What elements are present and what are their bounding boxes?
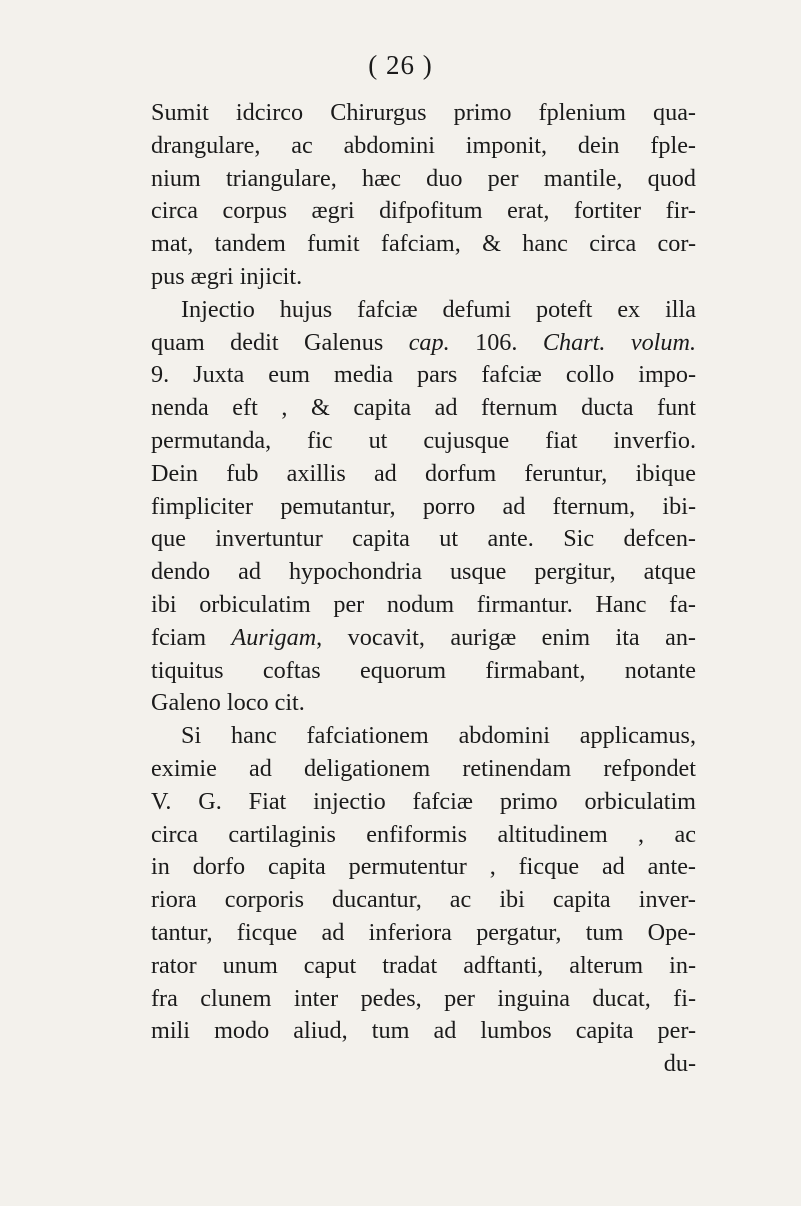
text-line — [151, 655, 696, 688]
text-line — [151, 359, 696, 392]
text-line — [151, 819, 696, 852]
text-run: permutanda, fic ut cujusque fiat inverfio. — [151, 426, 696, 454]
text-run: tantur, ficque ad inferiora pergatur, tum Ope- — [151, 918, 696, 946]
text-run: mili modo aliud, tum ad lumbos capita per- — [151, 1017, 696, 1045]
page-number: ( 26 ) — [368, 50, 433, 80]
text-run: tiquitus coftas equorum firmabant, notante — [151, 656, 696, 684]
text-line — [151, 720, 696, 753]
text-run: in dorfo capita permutentur , ficque ad ante- — [151, 853, 696, 881]
text-run: que invertuntur capita ut ante. Sic defcen- — [151, 525, 696, 553]
text-run: ibi orbiculatim per nodum firmantur. Hanc fa- — [151, 590, 696, 618]
text-run: , vocavit, aurigæ enim ita an- — [316, 623, 696, 651]
text-line — [151, 983, 696, 1016]
italic-run: Aurigam — [231, 623, 317, 651]
text-line — [151, 622, 696, 655]
text-run: Dein fub axillis ad dorfum feruntur, ibique — [151, 459, 696, 487]
italic-run: cap. — [408, 328, 450, 356]
text-run: Si hanc fafciationem abdomini applicamus, — [181, 722, 696, 750]
text-run: Galeno loco cit. — [151, 689, 305, 717]
text-run: 106. — [449, 328, 543, 356]
catchword — [151, 1048, 696, 1081]
text-line — [151, 556, 696, 589]
text-line — [151, 1015, 696, 1048]
text-run: nium triangulare, hæc duo per mantile, quod — [151, 164, 696, 192]
text-line — [151, 195, 696, 228]
text-line — [151, 130, 696, 163]
text-line — [151, 917, 696, 950]
text-run: Injectio hujus fafciæ defumi poteft ex illa — [181, 295, 696, 323]
text-line — [151, 327, 696, 360]
italic-run: Chart. volum. — [542, 328, 696, 356]
text-line — [151, 392, 696, 425]
text-line — [151, 261, 696, 294]
text-run: fciam — [151, 623, 232, 651]
text-run: drangulare, ac abdomini imponit, dein fple- — [151, 131, 696, 159]
body-text — [151, 97, 696, 1081]
text-run: riora corporis ducantur, ac ibi capita inver- — [151, 886, 696, 914]
text-run: 9. Juxta eum media pars fafciæ collo impo- — [151, 361, 696, 389]
text-run: nenda eft , & capita ad fternum ducta funt — [151, 394, 696, 422]
text-run: du- — [663, 1050, 696, 1078]
text-line — [151, 425, 696, 458]
text-run: circa cartilaginis enfiformis altitudinem , ac — [151, 820, 696, 848]
text-line — [151, 884, 696, 917]
text-run: Sumit idcirco Chirurgus primo fplenium qua- — [151, 99, 696, 126]
text-line — [151, 294, 696, 327]
text-line — [151, 851, 696, 884]
text-line — [151, 163, 696, 196]
text-line — [151, 491, 696, 524]
text-line — [151, 589, 696, 622]
text-line — [151, 687, 696, 720]
text-run: fra clunem inter pedes, per inguina ducat, fi- — [151, 984, 696, 1012]
text-run: circa corpus ægri difpofitum erat, fortiter fir- — [151, 197, 696, 225]
text-line — [151, 786, 696, 819]
text-run: rator unum caput tradat adftanti, alterum in- — [151, 951, 696, 979]
text-line — [151, 228, 696, 261]
text-run: eximie ad deligationem retinendam refpondet — [151, 754, 696, 782]
text-run: dendo ad hypochondria usque pergitur, atque — [151, 558, 696, 586]
text-line — [151, 523, 696, 556]
text-run: pus ægri injicit. — [151, 262, 303, 290]
text-run: V. G. Fiat injectio fafciæ primo orbiculatim — [151, 787, 696, 815]
text-run: mat, tandem fumit fafciam, & hanc circa cor- — [151, 230, 696, 258]
text-line — [151, 458, 696, 491]
text-line — [151, 950, 696, 983]
text-line — [151, 97, 696, 130]
text-run: quam dedit Galenus — [151, 328, 409, 356]
text-line — [151, 753, 696, 786]
text-run: fimpliciter pemutantur, porro ad fternum, ibi- — [151, 492, 696, 520]
